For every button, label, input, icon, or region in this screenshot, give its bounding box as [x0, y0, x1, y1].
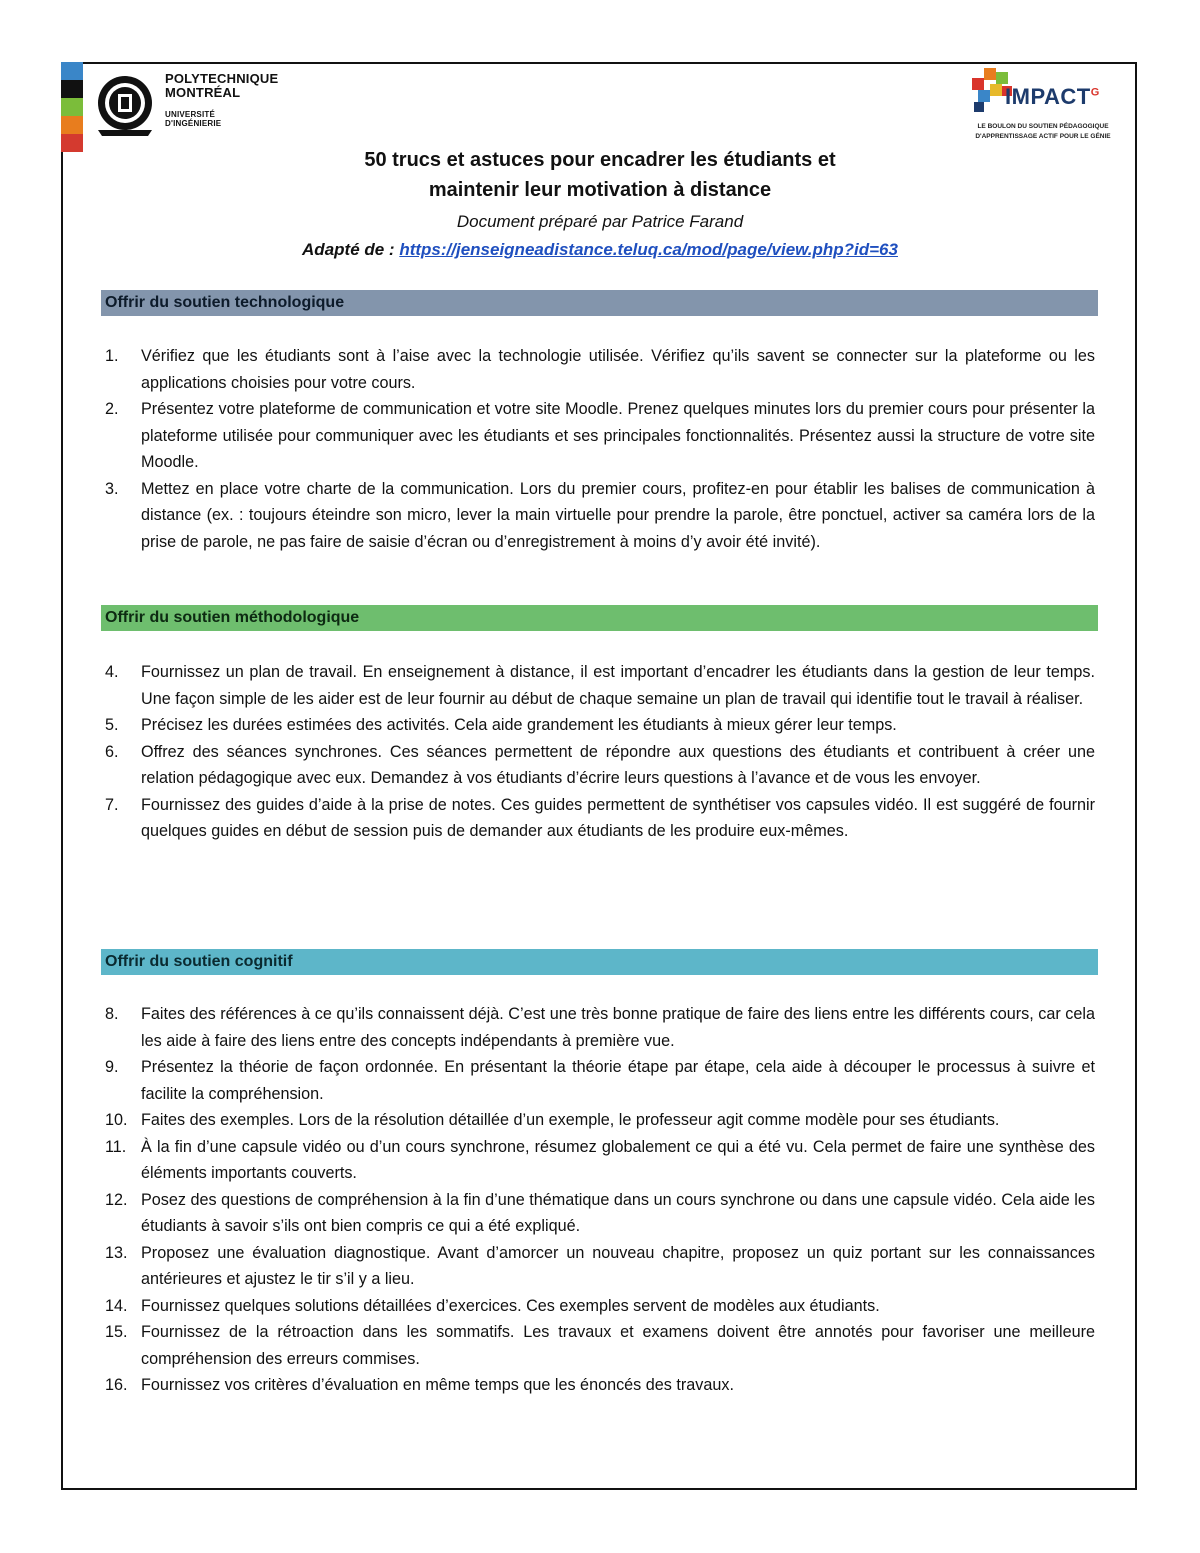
impact-sub2: D'APPRENTISSAGE ACTIF POUR LE GÉNIE: [975, 133, 1111, 140]
item-number: 2.: [105, 400, 119, 418]
item-text: Précisez les durées estimées des activités. Cela aide grandement les étudiants à mieux gérer leur temps.: [141, 716, 897, 734]
item-number: 14.: [105, 1296, 128, 1315]
item-text: Faites des exemples. Lors de la résolution détaillée d’un exemple, le professeur agit comme modèle pour ses étudiants.: [141, 1111, 1000, 1129]
section-header-cognitif: Offrir du soutien cognitif: [101, 949, 1098, 975]
list-item: [101, 1240, 1095, 1293]
item-number: 13.: [105, 1243, 128, 1262]
item-number: 6.: [105, 742, 119, 761]
item-number: 9.: [105, 1058, 119, 1076]
strip-black: [61, 80, 83, 98]
poly-line2: MONTRÉAL: [165, 85, 241, 100]
impact-word: IMPACT: [1005, 84, 1091, 109]
polytechnique-wordmark: [165, 72, 278, 128]
item-text: Mettez en place votre charte de la communication. Lors du premier cours, profitez-en pour établir les balises de communication à distance (ex. : toujours éteindre son micro, lever la main virtuelle pour prendre la parole, être ponctuel, activer sa caméra lors de la prise de parole, ne pas faire de saisie d’écran ou d’enregistrement à moins d’y avoir été invité).: [141, 479, 1095, 551]
item-text: Faites des références à ce qu’ils connaissent déjà. C’est une très bonne pratique de faire des liens entre les différents cours, car cela les aide à faire des liens entre des concepts indépendants à première vue.: [141, 1005, 1095, 1050]
item-number: 16.: [105, 1376, 128, 1394]
strip-orange: [61, 116, 83, 134]
adapted-from: [100, 240, 1100, 260]
list-item: [101, 1293, 1095, 1320]
item-number: 5.: [105, 716, 119, 734]
item-number: 3.: [105, 479, 119, 498]
poly-small1: UNIVERSITÉ: [165, 110, 216, 119]
list-item: [101, 1372, 1095, 1399]
list-item: [101, 1001, 1095, 1054]
item-number: 1.: [105, 347, 119, 365]
strip-red: [61, 134, 83, 152]
list-item: [101, 739, 1095, 792]
list-item: [101, 1319, 1095, 1372]
adapted-label: Adapté de :: [302, 240, 395, 259]
list-item: [101, 1134, 1095, 1187]
list-item: [101, 792, 1095, 845]
list-item: [101, 396, 1095, 476]
list-item: [101, 659, 1095, 712]
strip-blue: [61, 62, 83, 80]
list-item: [101, 1107, 1095, 1134]
impact-sup: G: [1090, 86, 1100, 99]
item-number: 12.: [105, 1190, 128, 1209]
tips-list-technologique: [101, 343, 1095, 555]
list-item: [101, 476, 1095, 556]
source-link[interactable]: https://jenseigneadistance.teluq.ca/mod/page/view.php?id=63: [399, 240, 898, 259]
item-text: À la fin d’une capsule vidéo ou d’un cours synchrone, résumez globalement ce qui a été vu. Cela permet de faire une synthèse des éléments importants couverts.: [141, 1137, 1095, 1182]
item-text: Fournissez des guides d’aide à la prise de notes. Ces guides permettent de synthétiser vos capsules vidéo. Il est suggéré de fournir quelques guides en début de session puis de demander aux étudiants de les produire eux-mêmes.: [141, 795, 1095, 840]
item-text: Posez des questions de compréhension à la fin d’une thématique dans un cours synchrone ou dans une capsule vidéo. Cela aide les étudiants à savoir s’ils ont bien compris ce qui a été expliqué.: [141, 1190, 1095, 1235]
item-text: Proposez une évaluation diagnostique. Avant d’amorcer un nouveau chapitre, proposez un quiz portant sur les connaissances antérieures et ajustez le tir s’il y a lieu.: [141, 1243, 1095, 1288]
byline: Document préparé par Patrice Farand: [456, 212, 744, 231]
impact-sub1: LE BOULON DU SOUTIEN PÉDAGOGIQUE: [977, 123, 1109, 130]
tips-list-methodologique: [101, 659, 1095, 845]
section-header-methodologique: Offrir du soutien méthodologique: [101, 605, 1098, 631]
list-item: [101, 343, 1095, 396]
item-number: 8.: [105, 1005, 119, 1023]
item-text: Présentez votre plateforme de communication et votre site Moodle. Prenez quelques minutes lors du premier cours pour présenter la plateforme utilisée pour communiquer avec les étudiants et ses principales fonctionnalités. Présentez aussi la structure de votre site Moodle.: [141, 400, 1095, 471]
item-number: 7.: [105, 795, 119, 814]
list-item: [101, 712, 1095, 739]
poly-small2: D'INGÉNIERIE: [165, 119, 222, 128]
item-text: Fournissez un plan de travail. En enseignement à distance, il est important d’encadrer les étudiants dans la gestion de leur temps. Une façon simple de les aider est de leur fournir au début de chaque semaine un plan de travail qui identifie tout le travail à réaliser.: [141, 663, 1095, 708]
item-number: 10.: [105, 1111, 128, 1129]
strip-green: [61, 98, 83, 116]
item-text: Offrez des séances synchrones. Ces séances permettent de répondre aux questions des étudiants et contribuent à créer une relation pédagogique avec eux. Demandez à vos étudiants d’écrire leurs questions à l’avance et de vous les envoyer.: [141, 742, 1095, 787]
impact-wordmark: [1005, 84, 1100, 110]
list-item: [101, 1054, 1095, 1107]
title-line1: 50 trucs et astuces pour encadrer les étudiants et: [364, 149, 836, 171]
item-number: 11.: [105, 1137, 127, 1156]
item-text: Fournissez vos critères d’évaluation en même temps que les énoncés des travaux.: [141, 1376, 734, 1394]
item-number: 15.: [105, 1323, 128, 1341]
impact-tagline: [952, 122, 1134, 142]
item-number: 4.: [105, 663, 119, 681]
poly-line1: POLYTECHNIQUE: [165, 71, 279, 86]
section-header-technologique: Offrir du soutien technologique: [101, 290, 1098, 316]
item-text: Présentez la théorie de façon ordonnée. En présentant la théorie étape par étape, cela aide à découper le processus à suivre et facilite la compréhension.: [141, 1058, 1095, 1103]
item-text: Fournissez quelques solutions détaillées d’exercices. Ces exemples servent de modèles aux étudiants.: [141, 1296, 880, 1315]
item-text: Fournissez de la rétroaction dans les sommatifs. Les travaux et examens doivent être annotés pour favoriser une meilleure compréhension des erreurs commises.: [141, 1323, 1095, 1368]
polytechnique-seal-logo: [90, 70, 160, 140]
title-line2: maintenir leur motivation à distance: [428, 179, 772, 201]
tips-list-cognitif: [101, 1001, 1095, 1399]
color-strip: [61, 62, 83, 152]
list-item: [101, 1187, 1095, 1240]
item-text: Vérifiez que les étudiants sont à l’aise avec la technologie utilisée. Vérifiez qu’ils savent se connecter sur la plateforme ou les applications choisies pour votre cours.: [141, 347, 1095, 392]
